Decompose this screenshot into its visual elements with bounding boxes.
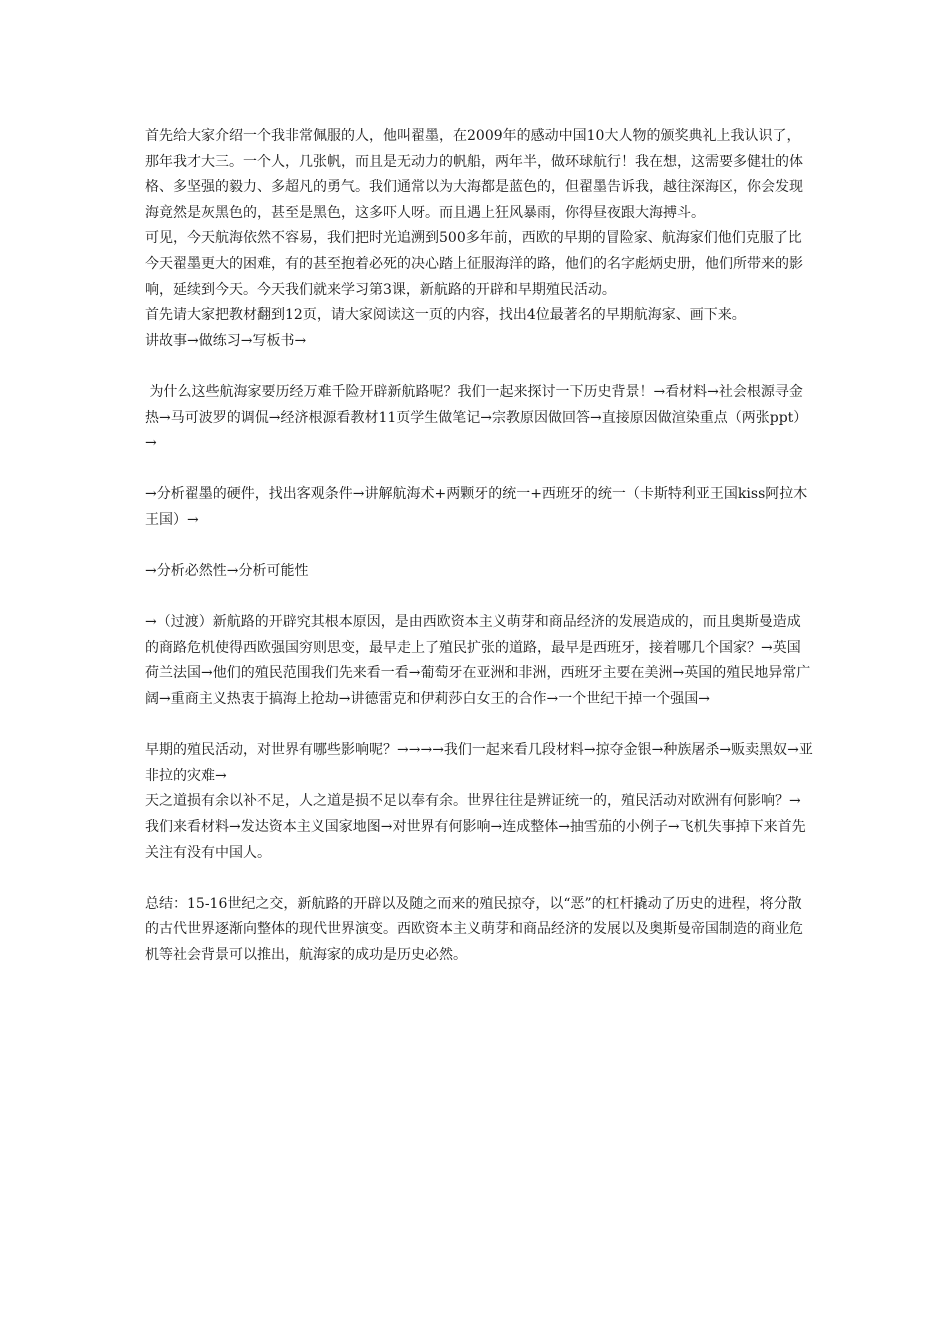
paragraph-intro-zhaimo: 首先给大家介绍一个我非常佩服的人，他叫翟墨，在2009年的感动中国10大人物的颁奖典礼上我认识了，那年我才大三。一个人，几张帆，而且是无动力的帆船，两年半，做环球航行！我在想，这需要多健壮的体格、多坚强的毅力、多超凡的勇气。我们通常以为大海都是蓝色的，但翟墨告诉我，越往深海区，你会发现海竟然是灰黑色的，甚至是黑色，这多吓人呀。而且遇上狂风暴雨，你得昼夜跟大海搏斗。 bbox=[145, 128, 803, 221]
paragraph-summary: 总结：15-16世纪之交，新航路的开辟以及随之而来的殖民掠夺，以“恶”的杠杆撬动了历史的进程，将分散的古代世界逐渐向整体的现代世界演变。西欧资本主义萌芽和商品经济的发展以及奥斯曼帝国制造的商业危机等社会背景可以推出，航海家的成功是历史必然。 bbox=[145, 895, 803, 963]
paragraph-transition: →（过渡）新航路的开辟究其根本原因，是由西欧资本主义萌芽和商品经济的发展造成的，而且奥斯曼造成的商路危机使得西欧强国穷则思变，最早走上了殖民扩张的道路，最早是西班牙，接着哪几个国家？→英国荷兰法国→他们的殖民范围我们先来看一看→葡萄牙在亚洲和非洲，西班牙主要在美洲→英国的殖民地异常广阔→重商主义热衷于搞海上抢劫→讲德雷克和伊莉莎白女王的合作→一个世纪干掉一个强国→ bbox=[145, 614, 811, 708]
paragraph-colonial-impact: 早期的殖民活动，对世界有哪些影响呢？→→→→我们一起来看几段材料→掠夺金银→种族屠杀→贩卖黑奴→亚非拉的灾难→ bbox=[145, 742, 813, 784]
paragraph-background: 为什么这些航海家要历经万难千险开辟新航路呢？我们一起来探讨一下历史背景！→看材料→社会根源寻金热→马可波罗的调侃→经济根源看教材11页学生做笔记→宗教原因做回答→直接原因做渲染重点（两张ppt）→ bbox=[145, 383, 808, 452]
paragraph-steps: 讲故事→做练习→写板书→ bbox=[145, 332, 307, 349]
paragraph-textbook-task: 首先请大家把教材翻到12页，请大家阅读这一页的内容，找出4位最著名的早期航海家、画下来。 bbox=[145, 307, 746, 324]
paragraph-necessity: →分析必然性→分析可能性 bbox=[145, 563, 309, 580]
blank-line bbox=[145, 585, 813, 611]
paragraph-objective-conditions: →分析翟墨的硬件，找出客观条件→讲解航海术+两颗牙的统一+西班牙的统一（卡斯特利亚王国kiss阿拉木王国）→ bbox=[145, 486, 808, 528]
blank-line bbox=[145, 866, 813, 892]
blank-line bbox=[145, 354, 813, 380]
blank-line bbox=[145, 457, 813, 483]
document-body bbox=[145, 124, 813, 969]
paragraph-history-intro: 可见，今天航海依然不容易，我们把时光追溯到500多年前，西欧的早期的冒险家、航海家们他们克服了比今天翟墨更大的困难，有的甚至抱着必死的决心踏上征服海洋的路，他们的名字彪炳史册，他们所带来的影响，延续到今天。今天我们就来学习第3课，新航路的开辟和早期殖民活动。 bbox=[145, 230, 803, 298]
blank-line bbox=[145, 713, 813, 739]
paragraph-europe-impact: 天之道损有余以补不足，人之道是损不足以奉有余。世界往往是辨证统一的，殖民活动对欧洲有何影响？→我们来看材料→发达资本主义国家地图→对世界有何影响→连成整体→抽雪茄的小例子→飞机失事掉下来首先关注有没有中国人。 bbox=[145, 793, 806, 861]
blank-line bbox=[145, 534, 813, 560]
